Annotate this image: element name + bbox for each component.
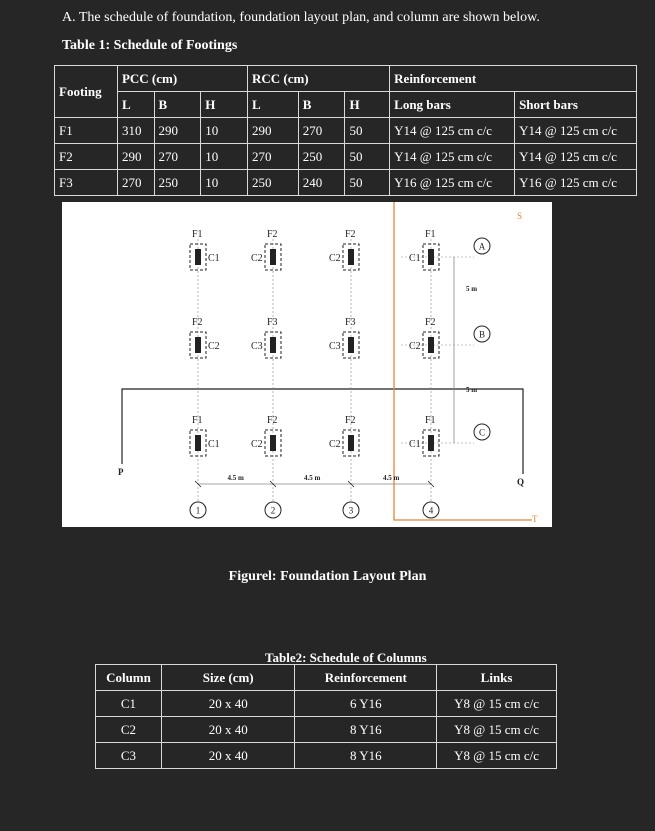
footing-label: F2 [425,317,436,328]
column-label: C2 [208,341,220,352]
grid-bubble-label: A [478,241,486,252]
table1-title: Table 1: Schedule of Footings [62,38,238,53]
cell-reinforcement: 8 Y16 [295,743,437,769]
table-row [55,118,637,144]
header-pcc-l: L [117,92,154,118]
cell-pcc-h: 10 [201,170,248,196]
column-mark [428,435,434,451]
header-reinforcement: Reinforcement [295,665,437,691]
cell-short-bars: Y14 @ 125 cm c/c [515,118,637,144]
cell-footing: F1 [55,118,118,144]
table-subheader-row [55,92,637,118]
header-pcc-h: H [201,92,248,118]
header-rcc-l: L [247,92,298,118]
footing-label: F3 [345,317,356,328]
column-mark [348,337,354,353]
cell-pcc-l: 270 [117,170,154,196]
cell-rcc-b: 240 [298,170,345,196]
header-reinforcement: Reinforcement [390,66,637,92]
header-column: Column [96,665,162,691]
header-rcc-b: B [298,92,345,118]
cell-pcc-l: 290 [117,144,154,170]
footing-label: F3 [267,317,278,328]
column-mark [348,435,354,451]
header-pcc: PCC (cm) [117,66,247,92]
section-label-t: T [532,514,538,524]
section-label-q: Q [517,477,525,487]
grid-bubble-label: 1 [195,505,201,516]
cell-reinforcement: 8 Y16 [295,717,437,743]
spacing-label: 4.5 m [227,474,244,482]
cell-pcc-b: 290 [154,118,201,144]
column-label: C1 [409,439,421,450]
column-label: C2 [329,439,341,450]
column-mark [270,435,276,451]
cell-rcc-h: 50 [345,118,390,144]
cell-long-bars: Y14 @ 125 cm c/c [390,144,515,170]
grid-bubble-label: 3 [348,505,354,516]
grid-bubble-label: 4 [428,505,434,516]
cell-pcc-h: 10 [201,144,248,170]
column-mark [195,249,201,265]
table2-title: Table2: Schedule of Columns [265,650,427,665]
footing-schedule-table [54,65,637,196]
footing-label: F2 [267,415,278,426]
column-label: C2 [409,341,421,352]
table-row [96,691,557,717]
cell-links: Y8 @ 15 cm c/c [437,691,557,717]
column-label: C3 [251,341,263,352]
footing-label: F1 [425,229,436,240]
header-short-bars: Short bars [515,92,637,118]
header-size: Size (cm) [161,665,295,691]
grid-bubble-label: 2 [270,505,276,516]
header-long-bars: Long bars [390,92,515,118]
column-mark [428,337,434,353]
column-label: C2 [329,253,341,264]
cell-footing: F2 [55,144,118,170]
footing-label: F1 [192,229,203,240]
spacing-label: 5 m [466,386,478,394]
foundation-layout-plan [62,202,552,527]
cell-links: Y8 @ 15 cm c/c [437,743,557,769]
header-pcc-b: B [154,92,201,118]
table-header-row [96,665,557,691]
table-row [96,743,557,769]
column-mark [270,337,276,353]
grid-bubble-label: B [478,329,486,340]
cell-rcc-l: 290 [247,118,298,144]
cell-pcc-h: 10 [201,118,248,144]
footing-label: F2 [345,415,356,426]
header-rcc-h: H [345,92,390,118]
column-mark [270,249,276,265]
cell-pcc-b: 250 [154,170,201,196]
cell-short-bars: Y16 @ 125 cm c/c [515,170,637,196]
grid-bubble-label: C [478,427,486,438]
section-label-p: P [118,467,124,477]
column-mark [195,337,201,353]
column-label: C2 [251,439,263,450]
cell-size: 20 x 40 [161,717,295,743]
column-label: C1 [208,439,220,450]
spacing-label: 4.5 m [304,474,321,482]
column-mark [195,435,201,451]
header-rcc: RCC (cm) [247,66,389,92]
cell-column: C3 [96,743,162,769]
figure-caption: Figurel: Foundation Layout Plan [228,569,427,584]
cell-footing: F3 [55,170,118,196]
cell-pcc-b: 270 [154,144,201,170]
column-label: C3 [329,341,341,352]
column-schedule-table [95,664,557,769]
table-header-row [55,66,637,92]
header-links: Links [437,665,557,691]
cell-column: C2 [96,717,162,743]
cell-rcc-l: 270 [247,144,298,170]
cell-rcc-h: 50 [345,170,390,196]
column-label: C1 [208,253,220,264]
footing-label: F2 [267,229,278,240]
cell-column: C1 [96,691,162,717]
footing-label: F1 [425,415,436,426]
table-row [96,717,557,743]
cell-long-bars: Y16 @ 125 cm c/c [390,170,515,196]
spacing-label: 4.5 m [383,474,400,482]
footing-label: F1 [192,415,203,426]
cell-rcc-h: 50 [345,144,390,170]
cell-links: Y8 @ 15 cm c/c [437,717,557,743]
header-footing: Footing [55,66,118,118]
table-row [55,144,637,170]
spacing-label: 5 m [466,285,478,293]
footing-label: F2 [192,317,203,328]
cell-long-bars: Y14 @ 125 cm c/c [390,118,515,144]
column-mark [428,249,434,265]
cell-reinforcement: 6 Y16 [295,691,437,717]
cell-short-bars: Y14 @ 125 cm c/c [515,144,637,170]
cell-size: 20 x 40 [161,743,295,769]
section-label-s: S [517,211,523,221]
table-row [55,170,637,196]
column-mark [348,249,354,265]
cell-size: 20 x 40 [161,691,295,717]
column-label: C1 [409,253,421,264]
column-label: C2 [251,253,263,264]
footing-label: F2 [345,229,356,240]
cell-rcc-b: 270 [298,118,345,144]
cell-pcc-l: 310 [117,118,154,144]
heading: A. The schedule of foundation, foundation layout plan, and column are shown below. [62,10,540,25]
cell-rcc-l: 250 [247,170,298,196]
cell-rcc-b: 250 [298,144,345,170]
